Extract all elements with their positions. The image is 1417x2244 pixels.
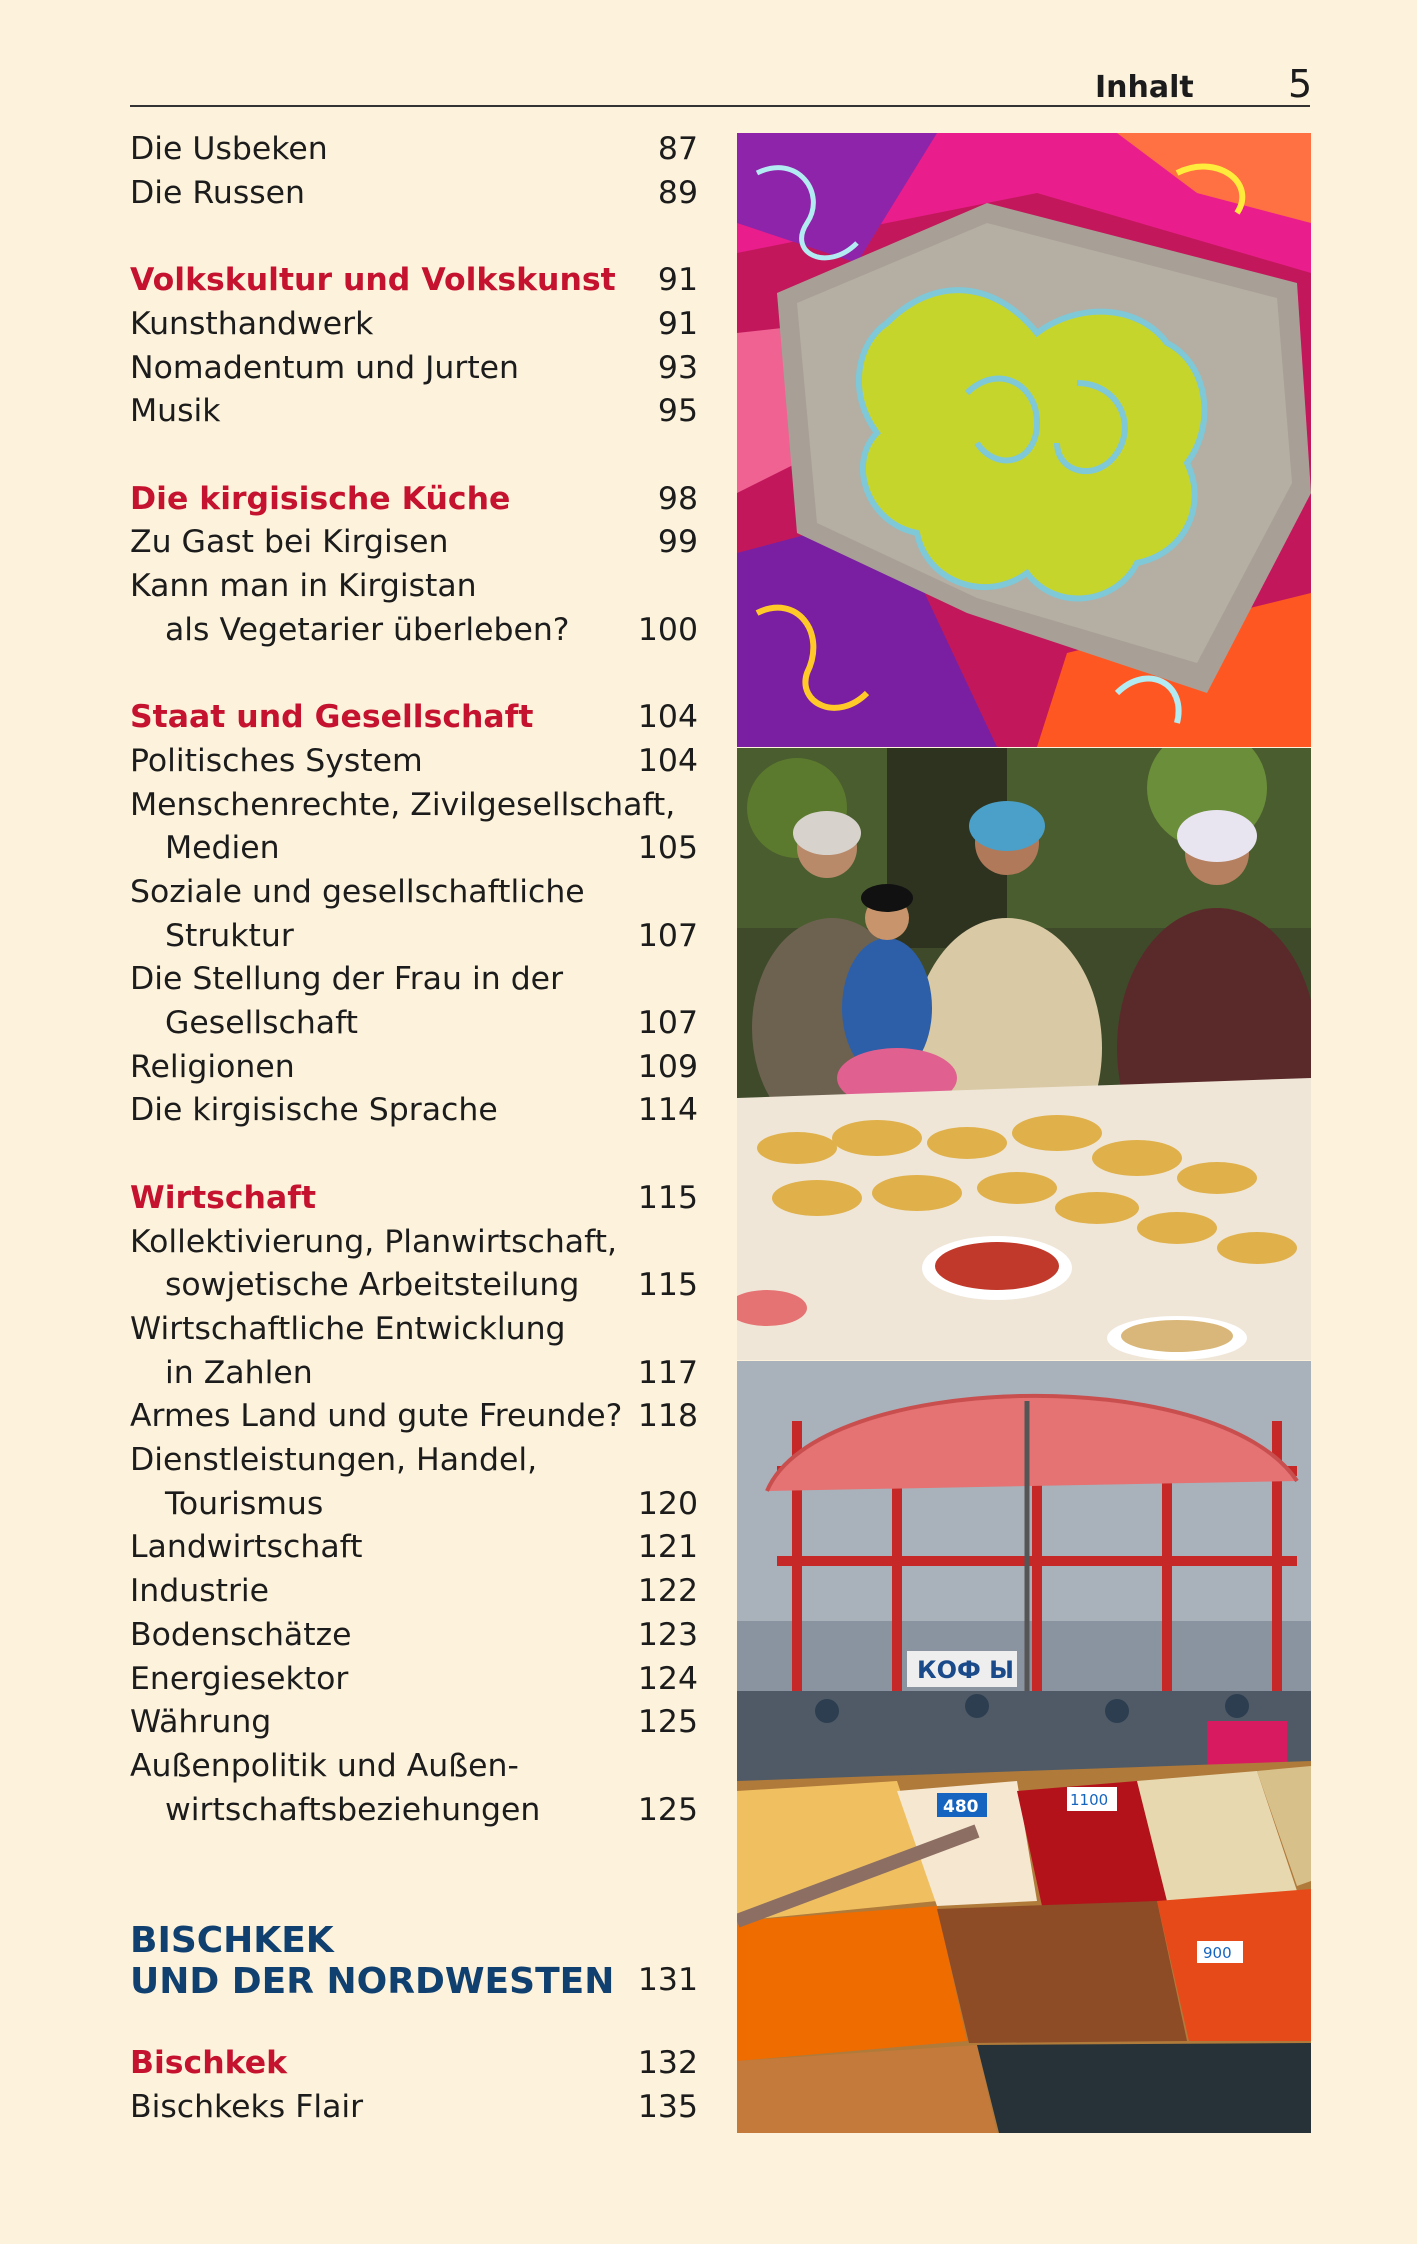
toc-entry[interactable] [130, 172, 698, 216]
toc-section-title: Staat und Gesellschaft [130, 699, 534, 736]
toc-title: sowjetische Arbeitsteilung [165, 1267, 580, 1304]
toc-page: 114 [637, 1092, 698, 1129]
toc-title: Bodenschätze [130, 1616, 352, 1653]
toc-title: Die kirgisische Sprache [130, 1092, 498, 1129]
toc-title: Musik [130, 393, 221, 430]
toc-title: Die Russen [130, 174, 306, 211]
toc-section[interactable] [130, 2042, 698, 2086]
toc-page: 91 [657, 305, 698, 342]
price-tag: 1100 [1070, 1791, 1109, 1809]
toc-page: 121 [637, 1529, 698, 1566]
toc-title: Politisches System [130, 742, 423, 779]
toc-entry[interactable] [130, 1789, 698, 1833]
toc-page: 104 [637, 699, 698, 736]
toc-entry[interactable] [130, 1308, 698, 1352]
toc-page: 125 [637, 1704, 698, 1741]
toc-entry[interactable] [130, 784, 698, 828]
chapter-page: 131 [637, 1962, 698, 1999]
toc-title: Bischkeks Flair [130, 2089, 364, 2126]
toc-entry[interactable] [130, 521, 698, 565]
toc-entry[interactable] [130, 1264, 698, 1308]
toc-entry[interactable] [130, 1046, 698, 1090]
toc-title: Nomadentum und Jurten [130, 349, 520, 386]
chapter-title [130, 1920, 614, 2002]
toc-page: 105 [637, 830, 698, 867]
toc-page: 89 [657, 174, 698, 211]
page-number: 5 [1288, 62, 1313, 106]
toc-entry[interactable] [130, 871, 698, 915]
toc-page: 123 [637, 1616, 698, 1653]
toc-section[interactable] [130, 259, 698, 303]
toc-title: Armes Land und gute Freunde? [130, 1398, 623, 1435]
toc-entry[interactable] [130, 565, 698, 609]
price-tag: 480 [943, 1797, 979, 1817]
toc-page: 115 [637, 1267, 698, 1304]
price-tag: 900 [1203, 1944, 1232, 1962]
toc-title: in Zahlen [165, 1354, 313, 1391]
toc-page: 118 [637, 1398, 698, 1435]
chapter-title-line2: UND DER NORDWESTEN [130, 1961, 615, 2003]
toc-page: 95 [657, 393, 698, 430]
toc-entry[interactable] [130, 1089, 698, 1133]
toc-title: Währung [130, 1704, 272, 1741]
toc-page: 124 [637, 1660, 698, 1697]
toc-page: 109 [637, 1048, 698, 1085]
toc-entry[interactable] [130, 1745, 698, 1789]
toc-page: 93 [657, 349, 698, 386]
toc-page: 120 [637, 1485, 698, 1522]
market-photo [737, 1361, 1311, 2133]
toc-entry[interactable] [130, 347, 698, 391]
toc-entry[interactable] [130, 128, 698, 172]
toc-entry[interactable] [130, 1221, 698, 1265]
toc-page: 98 [657, 480, 698, 517]
toc-page: 117 [637, 1354, 698, 1391]
toc-entry[interactable] [130, 1395, 698, 1439]
toc-entry[interactable] [130, 1701, 698, 1745]
felt-textiles-photo [737, 133, 1311, 747]
toc-page: 104 [637, 742, 698, 779]
table-of-contents [130, 128, 698, 2130]
chapter-title-line1: BISCHKEK [130, 1920, 334, 1962]
toc-entry[interactable] [130, 303, 698, 347]
toc-entry[interactable] [130, 1526, 698, 1570]
chapter-entry[interactable] [130, 1920, 698, 2002]
toc-title: Religionen [130, 1048, 295, 1085]
toc-title: als Vegetarier überleben? [165, 611, 570, 648]
toc-page: 122 [637, 1573, 698, 1610]
toc-page: 132 [637, 2045, 698, 2082]
toc-entry[interactable] [130, 1002, 698, 1046]
toc-title: Die Stellung der Frau in der [130, 961, 564, 998]
toc-page: 125 [637, 1791, 698, 1828]
toc-page: 107 [637, 917, 698, 954]
toc-page: 135 [637, 2089, 698, 2126]
toc-title: Dienstleistungen, Handel, [130, 1442, 538, 1479]
toc-section[interactable] [130, 1177, 698, 1221]
toc-entry[interactable] [130, 609, 698, 653]
header-rule [130, 105, 1310, 107]
toc-title: Wirtschaftliche Entwicklung [130, 1310, 566, 1347]
toc-title: Außenpolitik und Außen- [130, 1747, 519, 1784]
toc-title: Soziale und gesellschaftliche [130, 873, 585, 910]
women-food-photo [737, 748, 1311, 1360]
toc-entry[interactable] [130, 1439, 698, 1483]
toc-entry[interactable] [130, 958, 698, 1002]
running-header-title: Inhalt [1095, 70, 1194, 105]
toc-title: Landwirtschaft [130, 1529, 363, 1566]
toc-title: Menschenrechte, Zivilgesellschaft, [130, 786, 676, 823]
toc-entry[interactable] [130, 1658, 698, 1702]
toc-section-title: Volkskultur und Volkskunst [130, 262, 616, 299]
toc-title: Zu Gast bei Kirgisen [130, 524, 449, 561]
toc-entry[interactable] [130, 740, 698, 784]
toc-page: 115 [637, 1179, 698, 1216]
toc-section-title: Bischkek [130, 2045, 288, 2082]
toc-section[interactable] [130, 696, 698, 740]
toc-entry[interactable] [130, 390, 698, 434]
toc-title: Kunsthandwerk [130, 305, 374, 342]
toc-entry[interactable] [130, 915, 698, 959]
toc-entry[interactable] [130, 2086, 698, 2130]
toc-title: Kann man in Kirgistan [130, 568, 477, 604]
toc-title: Struktur [165, 917, 294, 954]
toc-entry[interactable] [130, 1483, 698, 1527]
toc-page: 99 [657, 524, 698, 561]
toc-entry[interactable] [130, 1352, 698, 1396]
toc-entry[interactable] [130, 1614, 698, 1658]
toc-title: Gesellschaft [165, 1005, 358, 1042]
toc-section[interactable] [130, 478, 698, 522]
toc-page: 87 [657, 131, 698, 167]
toc-entry[interactable] [130, 1570, 698, 1614]
photo-column [737, 133, 1311, 2133]
toc-title: Tourismus [165, 1485, 324, 1522]
toc-title: Energiesektor [130, 1660, 349, 1697]
toc-title: Die Usbeken [130, 131, 328, 167]
toc-title: Industrie [130, 1573, 270, 1610]
market-sign-banner: КОФ Ы [917, 1656, 1015, 1684]
toc-title: Kollektivierung, Planwirtschaft, [130, 1223, 617, 1260]
toc-page: 100 [637, 611, 698, 648]
toc-section-title: Wirtschaft [130, 1179, 317, 1216]
toc-title: Medien [165, 830, 280, 867]
toc-title: wirtschaftsbeziehungen [165, 1791, 541, 1828]
toc-entry[interactable] [130, 827, 698, 871]
toc-section-title: Die kirgisische Küche [130, 480, 511, 517]
toc-page: 107 [637, 1005, 698, 1042]
toc-page: 91 [657, 262, 698, 299]
